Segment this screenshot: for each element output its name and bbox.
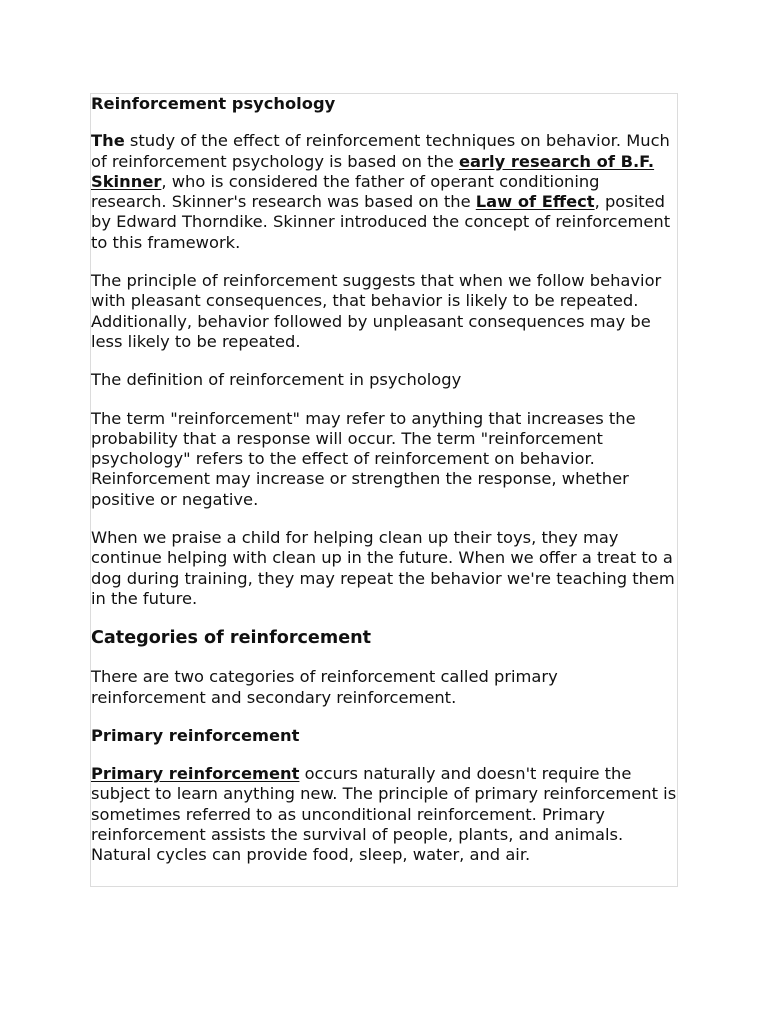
- article-body: [91, 94, 677, 884]
- intro-paragraph: [91, 131, 677, 253]
- skinner-research-link[interactable]: early research of B.F. Skinner: [91, 151, 655, 191]
- intro-lead-word: The: [91, 131, 125, 151]
- article-title: Reinforcement psychology: [91, 94, 336, 113]
- example-paragraph: When we praise a child for helping clean up their toys, they may continue helping with clean up in the future. When we offer a treat to a dog during training, they may repeat the behavior we're teaching them in the future.: [91, 528, 675, 608]
- primary-reinforcement-link[interactable]: Primary reinforcement: [91, 764, 300, 784]
- primary-heading: Primary reinforcement: [91, 725, 300, 745]
- categories-heading: Categories of reinforcement: [91, 628, 372, 649]
- law-of-effect-link[interactable]: Law of Effect: [475, 192, 595, 212]
- primary-paragraph: [91, 764, 677, 865]
- intro-text-1: study of the effect of reinforcement techniques on behavior. Much of reinforcement psychology is based on the: [91, 131, 670, 171]
- term-paragraph: The term "reinforcement" may refer to anything that increases the probability that a response will occur. The term "reinforcement psychology" refers to the effect of reinforcement on behavior. Reinforcement may increase or strengthen the response, whether positive or negative.: [91, 408, 636, 509]
- intro-text-2: , who is considered the father of operant conditioning research. Skinner's research was based on the: [91, 171, 600, 212]
- intro-text-3: , posited by Edward Thorndike. Skinner introduced the concept of reinforcement to this framework.: [91, 192, 671, 252]
- principle-paragraph: The principle of reinforcement suggests that when we follow behavior with pleasant consequences, that behavior is likely to be repeated. Additionally, behavior followed by unpleasant consequences may be less likely to be repeated.: [91, 271, 662, 351]
- primary-text: occurs naturally and doesn't require the subject to learn anything new. The principle of primary reinforcement is sometimes referred to as unconditional reinforcement. Primary reinforcement assists the survival of people, plants, and animals. Natural cycles can provide food, sleep, water, and air.: [91, 764, 677, 865]
- categories-paragraph: There are two categories of reinforcement called primary reinforcement and secondary reinforcement.: [91, 667, 558, 707]
- definition-subheading: The definition of reinforcement in psychology: [91, 370, 462, 390]
